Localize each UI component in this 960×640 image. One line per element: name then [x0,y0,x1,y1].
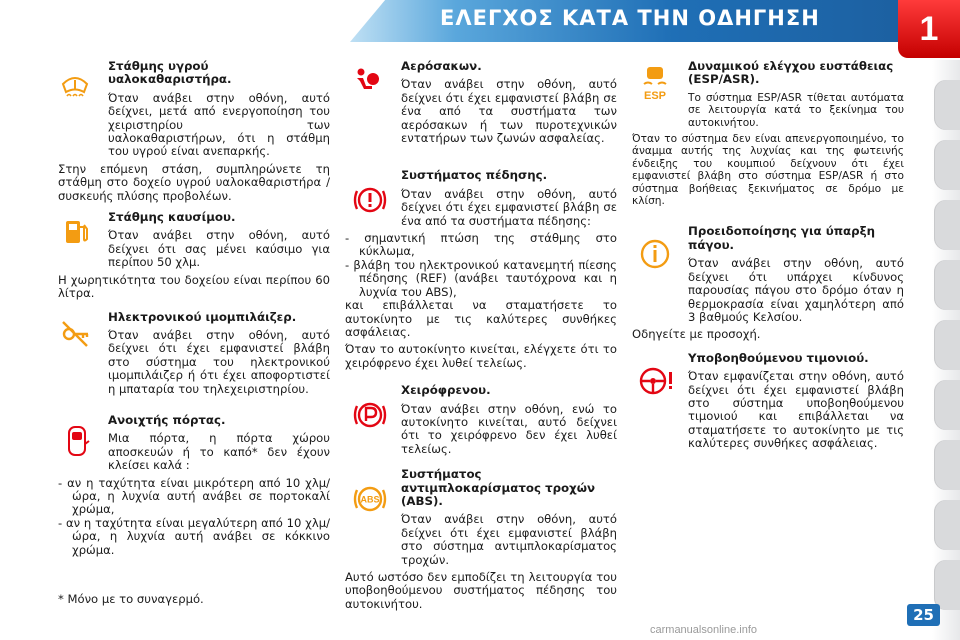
list-item: - σημαντική πτώση της στάθμης στο κύκλωμα, [345,231,617,259]
page-title: ΕΛΕΓΧΟΣ ΚΑΤΑ ΤΗΝ ΟΔΗΓΗΣΗ [440,6,820,30]
esp-icon-label: ESP [643,90,667,102]
side-tab [934,560,960,610]
handbrake-section [345,384,617,456]
list-item: - αν η ταχύτητα είναι μικρότερη από 10 χλμ/ώρα, η λυχνία αυτή ανάβει σε πορτοκαλί χρώμα, [58,475,330,517]
section-text: Όταν ανάβει στην οθόνη, αυτό δείχνει ότι υπάρχει κίνδυνος παρουσίας πάγου στο δρόμο όταν η θερμοκρασία είναι χαμηλότερη από 3 βαθμούς Κελσίου. [688,256,904,324]
section-text: και επιβάλλεται να σταματήσετε το αυτοκίνητο με τις καλύτερες συνθήκες ασφάλειας. [345,298,617,339]
chapter-badge: 1 [898,0,960,58]
section-title: Προειδοποίησης για ύπαρξη πάγου. [688,224,875,252]
esp-section [632,60,904,207]
section-text: Όταν ανάβει στην οθόνη, αυτό δείχνει ότι έχει εμφανιστεί βλάβη σε ένα από τα συστήματα πέδησης: [401,186,617,228]
side-tab [934,200,960,250]
door-open-icon [64,424,98,458]
section-text: Όταν ανάβει στην οθόνη, αυτό δείχνει ότι σας μένει καύσιμο για περίπου 50 χλμ. [108,228,330,270]
side-tab [934,140,960,190]
brake-system-section [345,169,617,370]
section-title: Στάθμης καυσίμου. [108,210,236,225]
airbag-icon [349,66,383,100]
immobiliser-section [58,311,330,396]
section-title: Στάθμης υγρού υαλοκαθαριστήρα. [108,59,232,87]
column-1 [58,60,330,557]
side-tab [934,260,960,310]
section-text: Όταν ανάβει στην οθόνη, ενώ το αυτοκίνητο κινείται, αυτό δείχνει ότι το χειρόφρενο δεν έχει λυθεί τελείως. [401,401,617,456]
page-number: 25 [907,604,940,626]
section-title: Ηλεκτρονικού ιμομπιλάιζερ. [108,309,297,324]
watermark: carmanualsonline.info [650,624,758,636]
fuel-pump-icon [58,215,92,249]
parking-brake-icon [353,398,387,432]
column-2 [345,60,617,611]
section-title: Συστήματος αντιμπλοκαρίσματος τροχών (ABS). [401,467,596,508]
section-text: Όταν ανάβει στην οθόνη, αυτό δείχνει ότι έχει εμφανιστεί βλάβη στο σύστημα του ηλεκτρονικού ιμομπιλάιζερ ή ότι έχει αποφορτιστεί η μπαταρία του τηλεχειριστηρίου. [108,327,330,396]
section-title: Ανοιχτής πόρτας. [108,412,226,427]
door-open-section [58,414,330,557]
washer-fluid-section [58,60,330,203]
frost-warning-section [632,225,904,341]
side-tab [934,500,960,550]
key-crossed-icon [58,317,92,351]
section-title: Χειρόφρενου. [401,383,491,398]
washer-fluid-icon [58,70,92,104]
power-steering-icon [636,364,670,398]
abs-section [345,468,617,611]
section-text: Η χωρητικότητα του δοχείου είναι περίπου 60 λίτρα. [58,272,330,301]
section-text: Όταν εμφανίζεται στην οθόνη, αυτό δείχνει ότι έχει εμφανιστεί βλάβη στο σύστημα υποβοηθούμενου τιμονιού και επιβάλλεται να σταματήσετε το αυτοκίνητο με τις καλύτερες συνθήκες ασφάλειας. [688,369,904,451]
page-header [350,0,960,58]
section-text: Όταν ανάβει στην οθόνη, αυτό δείχνει, μετά από ενεργοποίηση του χειριστηρίου των υαλοκαθαριστήρων, ότι η στάθμη του υγρού είναι ανεπαρκής. [108,90,330,159]
section-text: Όταν ανάβει στην οθόνη, αυτό δείχνει ότι έχει εμφανιστεί βλάβη στο σύστημα αντιμπλοκαρίσματος τροχών. [401,512,617,567]
side-tab [934,80,960,130]
section-text: Στην επόμενη στάση, συμπληρώνετε τη στάθμη στο δοχείο υγρού υαλοκαθαριστήρα / συσκευής πλύσης προβολέων. [58,161,330,203]
fuel-level-section [58,211,330,300]
info-warning-icon [638,237,672,271]
side-tab [934,380,960,430]
section-title: Δυναμικού ελέγχου ευστάθειας (ESP/ASR). [688,59,894,87]
section-text: Μια πόρτα, η πόρτα χώρου αποσκευών ή το καπό* δεν έχουν κλείσει καλά : [108,431,330,473]
section-text: Αυτό ωστόσο δεν εμποδίζει τη λειτουργία του υποβοηθούμενου συστήματος πέδησης του αυτοκινήτου. [345,570,617,611]
abs-icon [353,482,387,516]
section-text: Όταν το αυτοκίνητο κινείται, ελέγχετε ότι το χειρόφρενο έχει λυθεί τελείως. [345,342,617,370]
side-tab [934,440,960,490]
section-title: Αερόσακων. [401,59,482,73]
esp-icon [638,64,672,102]
brake-warning-icon [353,183,387,217]
section-text: Οδηγείτε με προσοχή. [632,327,761,342]
list-item: - βλάβη του ηλεκτρονικού κατανεμητή πίεσης πέδησης (REF) (ανάβει ταυτόχρονα και η λυχνία του ABS), [345,257,617,299]
column-3 [632,60,904,451]
list-item: - αν η ταχύτητα είναι μεγαλύτερη από 10 χλμ/ώρα, η λυχνία αυτή ανάβει σε κόκκινο χρώμα. [58,515,330,557]
section-text: Το σύστημα ESP/ASR τίθεται αυτόματα σε λειτουργία κατά το ξεκίνημα του αυτοκινήτου. [688,91,904,129]
side-tab-rail [932,60,960,640]
power-steering-section [632,352,904,451]
section-title: Συστήματος πέδησης. [401,168,548,183]
side-tab [934,320,960,370]
footnote: * Μόνο με το συναγερμό. [58,592,204,606]
section-text: Όταν το σύστημα δεν είναι απενεργοποιημένο, το άναμμα αυτής της λυχνίας και της φωτεινής ένδειξης του κουμπιού δείχνουν ότι έχει εμφανιστεί βλάβη στο σύστημα ESP/ASR ή στο σύστημα βοήθειας ξεκινήματος σε δρόμο με κλίση. [632,133,904,208]
abs-icon-label: ABS [360,494,380,505]
section-title: Υποβοηθούμενου τιμονιού. [688,350,869,365]
section-text: Όταν ανάβει στην οθόνη, αυτό δείχνει ότι έχει εμφανιστεί βλάβη σε ένα από τα συστήματα των αερόσακων ή των πυροτεχνικών εντατήρων των ζωνών ασφαλείας. [401,77,617,146]
airbag-section [345,60,617,145]
